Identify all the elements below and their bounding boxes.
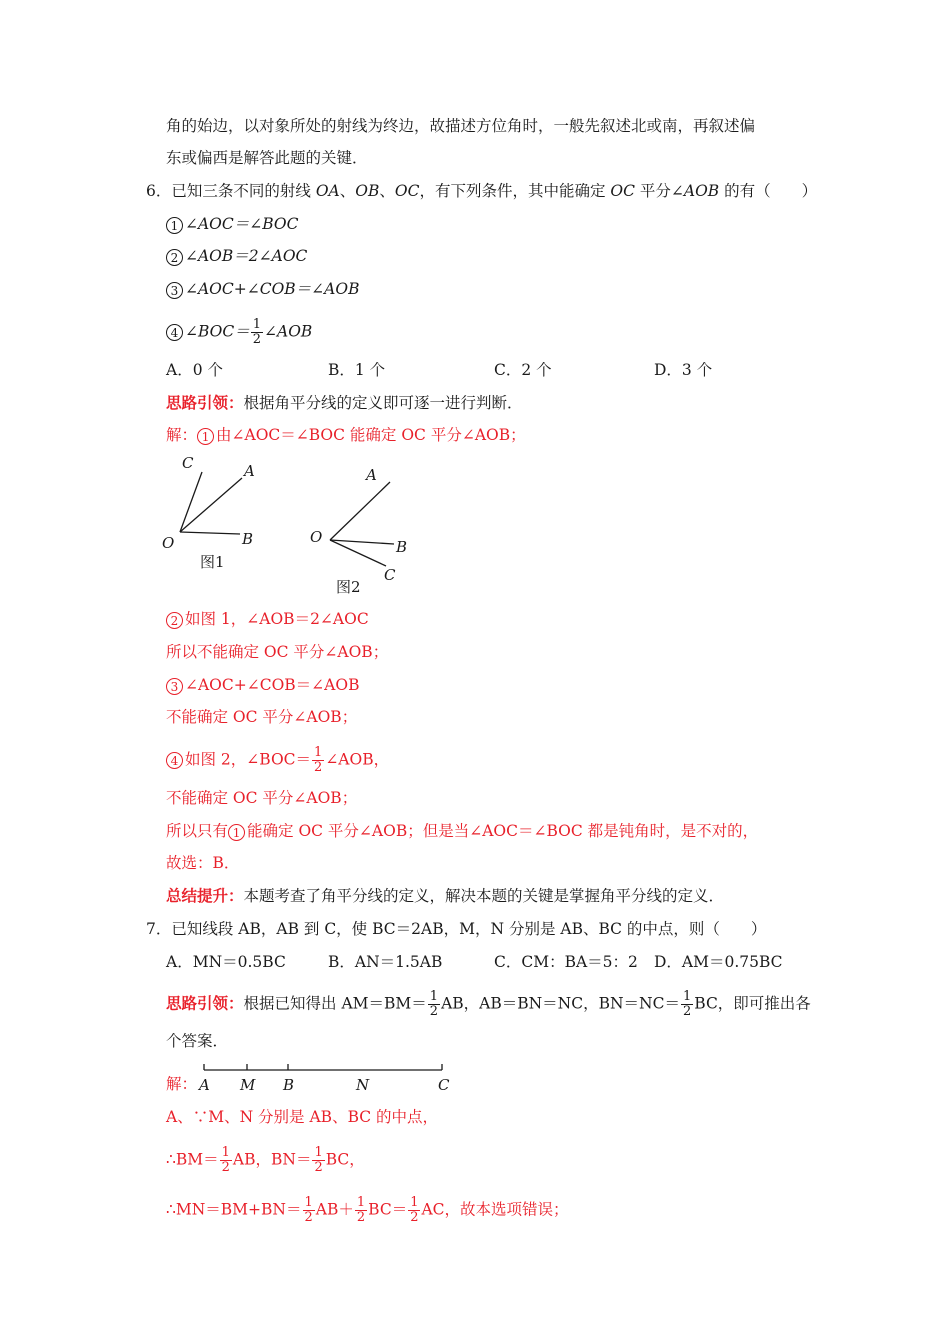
q7-solution-a: A、∵M、N 分别是 AB、BC 的中点， [166, 1108, 439, 1126]
q6-stem: 6．已知三条不同的射线 OA、OB、OC，有下列条件，其中能确定 OC 平分∠AOB 的有（ ） [146, 182, 818, 200]
label-a: A [366, 466, 377, 484]
q7-solution-b: ∴BM＝ $\frac{1}{2}$ AB，BN＝ $\frac{1}{2}$ BC， [166, 1145, 365, 1175]
q6-option-a: A．0 个 [166, 361, 223, 379]
fraction-one-half: $\frac{1}{2}$ [410, 1195, 419, 1225]
label-b: B [283, 1076, 295, 1094]
q6-condition-4: 4 ∠BOC＝ $\frac{1}{2}$ ∠AOB [166, 318, 312, 347]
fraction-one-half: $\frac{1}{2}$ [314, 745, 323, 775]
circled-number-3: 3 [166, 282, 183, 299]
label-o: O [162, 534, 175, 552]
q7-stem: 7．已知线段 AB，AB 到 C，使 BC＝2AB，M，N 分别是 AB、BC 的中点，则（ ） [146, 920, 767, 938]
figure-2-caption: 图2 [336, 578, 361, 596]
q7-solution-label: 解： [166, 1075, 198, 1093]
q7-option-d: D．AM＝0.75BC [654, 953, 783, 971]
circled-number-3: 3 [166, 678, 183, 695]
label-c: C [384, 566, 396, 584]
q6-solution-2: 2 如图 1，∠AOB＝2∠AOC [166, 608, 369, 630]
q7-hint-line-2: 个答案． [166, 1032, 229, 1050]
q6-option-b: B．1 个 [328, 361, 386, 379]
figure-1 [160, 452, 270, 572]
prev-text-line-1: 角的始边，以对象所处的射线为终边，故描述方位角时，一般先叙述北或南，再叙述偏 [166, 117, 756, 135]
label-o: O [310, 528, 323, 546]
figure-2 [304, 462, 424, 597]
label-b: B [396, 538, 408, 556]
q7-solution-c: ∴MN＝BM+BN＝ $\frac{1}{2}$ AB＋ $\frac{1}{2}$ BC＝ $\frac{1}{2}$ AC，故本选项错误； [166, 1195, 569, 1225]
circled-number-1: 1 [166, 217, 183, 234]
circled-number-1: 1 [197, 428, 214, 445]
fraction-one-half: $\frac{1}{2}$ [429, 989, 439, 1019]
q6-summary: 总结提升：本题考查了角平分线的定义，解决本题的关键是掌握角平分线的定义． [166, 886, 725, 905]
q6-condition-2: 2 ∠AOB＝2∠AOC [166, 245, 307, 267]
fraction-one-half: $\frac{1}{2}$ [304, 1195, 313, 1225]
q6-solution-6: 故选：B． [166, 854, 240, 872]
circled-number-4: 4 [166, 324, 183, 341]
prev-text-line-2: 东或偏西是解答此题的关键． [166, 149, 368, 167]
label-a: A [199, 1076, 210, 1094]
label-m: M [240, 1076, 256, 1094]
segment-diagram [196, 1060, 456, 1096]
q6-solution-5: 所以只有 1 能确定 OC 平分∠AOB；但是当∠AOC＝∠BOC 都是钝角时，是不对的， [166, 822, 759, 840]
ray-ob [180, 532, 240, 534]
ray-ob [330, 540, 394, 544]
fraction-one-half: $\frac{1}{2}$ [682, 989, 692, 1019]
label-a: A [244, 462, 255, 480]
q6-solution-3: 3 ∠AOC+∠COB＝∠AOB [166, 674, 359, 696]
q7-option-b: B．AN＝1.5AB [328, 953, 443, 971]
q7-hint: 思路引领：根据已知得出 AM＝BM＝ $\frac{1}{2}$ AB，AB＝BN＝NC，BN＝NC＝ $\frac{1}{2}$ BC，即可推出各 [166, 989, 811, 1019]
q6-solution-4b: 不能确定 OC 平分∠AOB； [166, 789, 358, 807]
figure-1-caption: 图1 [200, 553, 225, 571]
q6-solution-2b: 所以不能确定 OC 平分∠AOB； [166, 643, 389, 661]
fraction-one-half: $\frac{1}{2}$ [221, 1145, 230, 1175]
q6-condition-1: 1 ∠AOC＝∠BOC [166, 213, 298, 235]
q6-solution-1: 解： 1 由∠AOC＝∠BOC 能确定 OC 平分∠AOB； [166, 426, 526, 444]
fraction-one-half: $\frac{1}{2}$ [356, 1195, 366, 1225]
label-b: B [242, 530, 254, 548]
ray-oc [330, 540, 386, 566]
q6-hint: 思路引领：根据角平分线的定义即可逐一进行判断． [166, 393, 523, 412]
label-c: C [182, 454, 194, 472]
q6-option-d: D．3 个 [654, 361, 713, 379]
q7-option-a: A．MN＝0.5BC [166, 953, 286, 971]
q6-solution-3b: 不能确定 OC 平分∠AOB； [166, 708, 358, 726]
label-c: C [438, 1076, 450, 1094]
q6-condition-3: 3 ∠AOC+∠COB＝∠AOB [166, 278, 359, 300]
label-n: N [356, 1076, 370, 1094]
q6-option-c: C．2 个 [494, 361, 552, 379]
fraction-one-half: $\frac{1}{2}$ [314, 1145, 323, 1175]
q7-option-c: C．CM：BA＝5：2 [494, 953, 638, 971]
ray-oa [330, 482, 390, 540]
q6-solution-4: 4 如图 2，∠BOC＝ $\frac{1}{2}$ ∠AOB， [166, 746, 389, 775]
circled-number-4: 4 [166, 752, 183, 769]
fraction-one-half: $\frac{1}{2}$ [252, 317, 262, 347]
circled-number-1: 1 [228, 824, 245, 841]
circled-number-2: 2 [166, 249, 183, 266]
circled-number-2: 2 [166, 612, 183, 629]
